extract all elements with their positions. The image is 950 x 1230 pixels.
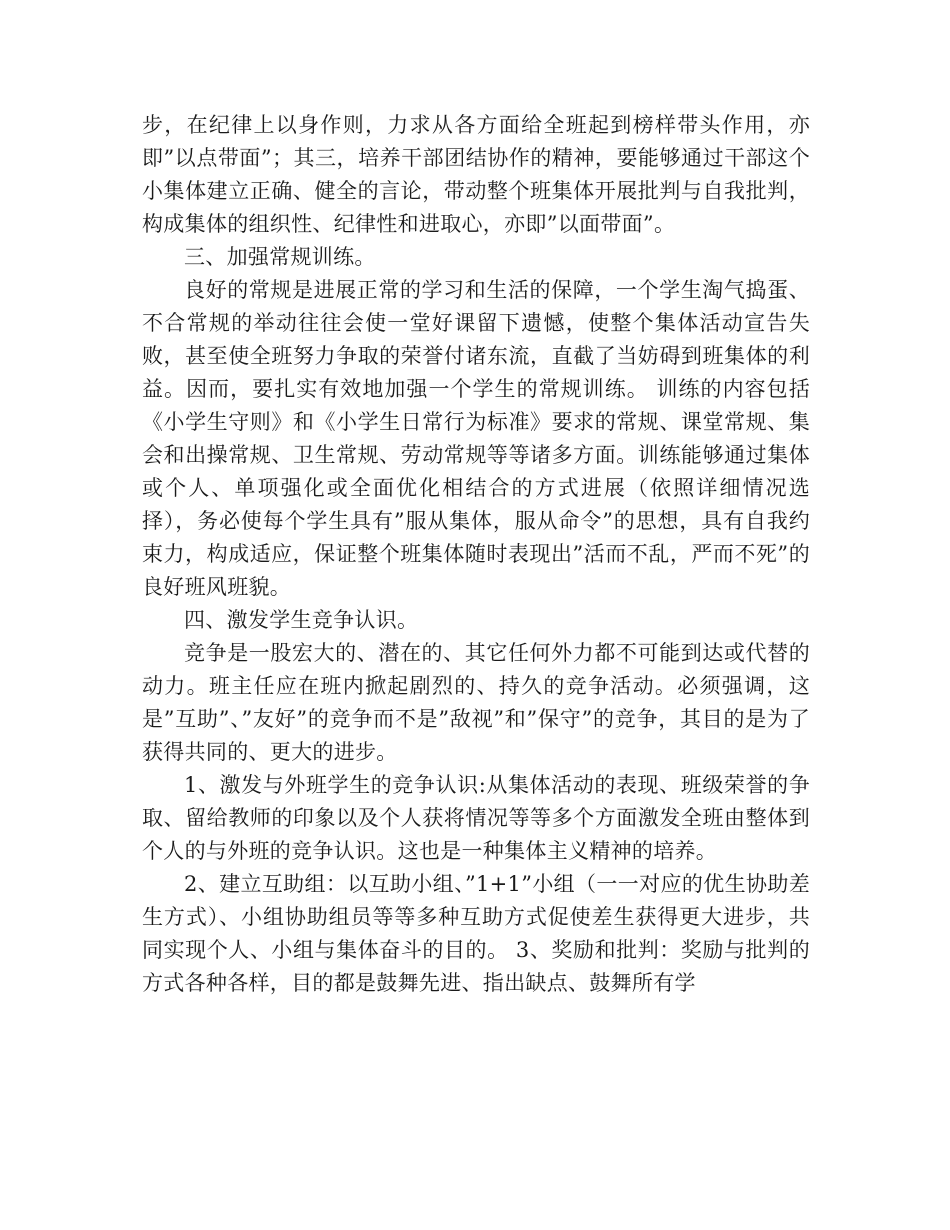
document-body bbox=[142, 109, 810, 1000]
paragraph-competition-point-2: 2、建立互助组：以互助小组、”1+1”小组（一一对应的优生协助差生方式）、小组协助组员等等多种互助方式促使差生获得更大进步，共同实现个人、小组与集体奋斗的目的。 3、奖励和批判：奖励与批判的方式各种各样，目的都是鼓舞先进、指出缺点、鼓舞所有学 bbox=[142, 872, 810, 995]
heading-competition-awareness: 四、激发学生竞争认识。 bbox=[184, 608, 419, 632]
heading-routine-training: 三、加强常规训练。 bbox=[184, 245, 376, 269]
paragraph-competition-point-1: 1、激发与外班学生的竞争认识:从集体活动的表现、班级荣誉的争取、留给教师的印象以及个人获将情况等等多个方面激发全班由整体到个人的与外班的竞争认识。这也是一种集体主义精神的培养。 bbox=[142, 773, 810, 863]
paragraph-routine-training: 良好的常规是进展正常的学习和生活的保障，一个学生淘气捣蛋、不合常规的举动往往会使一堂好课留下遗憾，使整个集体活动宣告失败，甚至使全班努力争取的荣誉付诸东流，直截了当妨碍到班集体的利益。因而，要扎实有效地加强一个学生的常规训练。 训练的内容包括《小学生守则》和《小学生日常行为标准》要求的常规、课堂常规、集会和出操常规、卫生常规、劳动常规等等诸多方面。训练能够通过集体或个人、单项强化或全面优化相结合的方式进展（依照详细情况选择），务必使每个学生具有”服从集体，服从命令”的思想，具有自我约束力，构成适应，保证整个班集体随时表现出”活而不乱，严而不死”的良好班风班貌。 bbox=[142, 278, 810, 599]
paragraph-cadre-leadership: 步，在纪律上以身作则，力求从各方面给全班起到榜样带头作用，亦即”以点带面”；其三，培养干部团结协作的精神，要能够通过干部这个小集体建立正确、健全的言论，带动整个班集体开展批判与自我批判，构成集体的组织性、纪律性和进取心，亦即”以面带面”。 bbox=[142, 113, 810, 236]
paragraph-competition-intro: 竞争是一股宏大的、潜在的、其它任何外力都不可能到达或代替的动力。班主任应在班内掀起剧烈的、持久的竞争活动。必须强调，这是”互助”、”友好”的竞争而不是”敌视”和”保守”的竞争，其目的是为了获得共同的、更大的进步。 bbox=[142, 641, 810, 764]
